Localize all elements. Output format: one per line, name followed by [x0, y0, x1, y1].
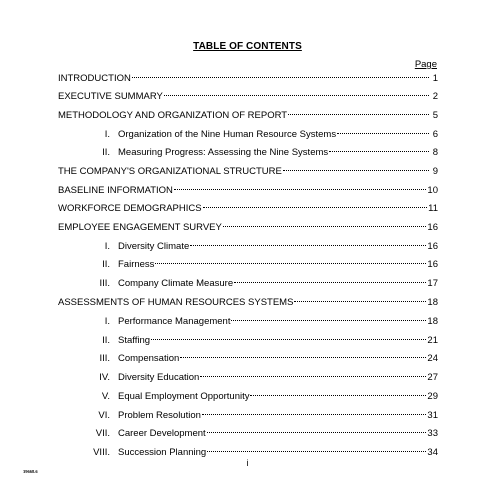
dot-leader [207, 450, 426, 452]
toc-entry-label: Staffing [118, 335, 151, 346]
dot-leader [250, 394, 426, 396]
toc-entry-number: VII. [95, 428, 110, 439]
toc-entry-label: Compensation [118, 353, 180, 364]
toc-entry-page: 16 [427, 222, 438, 233]
toc-entry [82, 353, 438, 364]
toc-entry [58, 91, 438, 102]
toc-entry-label: Fairness [118, 259, 155, 270]
toc-entry-label: Measuring Progress: Assessing the Nine Systems [118, 147, 329, 158]
toc-entry-number: VIII. [93, 447, 110, 458]
dot-leader [231, 319, 426, 321]
toc-entry [82, 335, 438, 346]
dot-leader [180, 356, 426, 358]
toc-entry-number: V. [101, 391, 110, 402]
toc-entry [58, 73, 438, 84]
toc-entry-number: II. [102, 259, 110, 270]
toc-entry-page: 18 [427, 297, 438, 308]
toc-entry [58, 222, 438, 233]
toc-entry-label: METHODOLOGY AND ORGANIZATION OF REPORT [58, 110, 288, 121]
dot-leader [132, 76, 429, 78]
toc-entry [82, 410, 438, 421]
toc-entry-number: I. [104, 129, 110, 140]
toc-entry-page: 16 [427, 259, 438, 270]
toc-entry-number: I. [104, 241, 110, 252]
dot-leader [203, 206, 428, 208]
dot-leader [155, 262, 426, 264]
toc-entry-number: III. [99, 278, 110, 289]
toc-entry [82, 147, 438, 158]
document-id: 39668.6 [23, 469, 38, 474]
page-column-label: Page [414, 59, 437, 70]
toc-entry-label: Succession Planning [118, 447, 207, 458]
toc-entry-label: ASSESSMENTS OF HUMAN RESOURCES SYSTEMS [58, 297, 294, 308]
dot-leader [200, 375, 426, 377]
toc-entry-label: Diversity Education [118, 372, 200, 383]
dot-leader [337, 132, 429, 134]
dot-leader [207, 431, 427, 433]
toc-title: TABLE OF CONTENTS [193, 41, 302, 52]
toc-entry-label: Organization of the Nine Human Resource Systems [118, 129, 337, 140]
toc-entry [58, 185, 438, 196]
toc-entry-page: 17 [427, 278, 438, 289]
dot-leader [202, 413, 427, 415]
toc-entry [82, 428, 438, 439]
toc-entry-number: VI. [98, 410, 110, 421]
toc-entry-number: III. [99, 353, 110, 364]
toc-entry-label: BASELINE INFORMATION [58, 185, 173, 196]
toc-entry-number: I. [104, 316, 110, 327]
toc-entry [82, 241, 438, 252]
toc-entry [82, 129, 438, 140]
dot-leader [283, 169, 429, 171]
toc-entry-label: Company Climate Measure [118, 278, 234, 289]
dot-leader [329, 150, 429, 152]
dot-leader [294, 300, 426, 302]
toc-entry-page: 18 [427, 316, 438, 327]
toc-entry [82, 259, 438, 270]
toc-entry-label: Career Development [118, 428, 206, 439]
toc-entry [58, 110, 438, 121]
dot-leader [174, 188, 427, 190]
toc-entry-label: Problem Resolution [118, 410, 201, 421]
dot-leader [151, 338, 426, 340]
toc-entry-label: Diversity Climate [118, 241, 190, 252]
toc-entry-page: 5 [432, 110, 438, 121]
toc-entry-label: THE COMPANY'S ORGANIZATIONAL STRUCTURE [58, 166, 282, 177]
toc-entry-page: 6 [432, 129, 438, 140]
dot-leader [223, 225, 427, 227]
toc-entry-label: Performance Management [118, 316, 231, 327]
toc-entry-page: 11 [428, 203, 438, 214]
toc-entry-page: 27 [427, 372, 438, 383]
dot-leader [190, 244, 426, 246]
toc-entry-number: IV. [99, 372, 110, 383]
toc-entry-page: 16 [427, 241, 438, 252]
toc-entry-page: 29 [427, 391, 438, 402]
toc-entry [82, 316, 438, 327]
toc-entry [82, 372, 438, 383]
toc-entry-number: II. [102, 147, 110, 158]
dot-leader [234, 281, 426, 283]
toc-entry-page: 8 [432, 147, 438, 158]
toc-entry-label: EXECUTIVE SUMMARY [58, 91, 163, 102]
toc-entry-page: 2 [432, 91, 438, 102]
toc-entry [58, 166, 438, 177]
toc-entry-page: 21 [427, 335, 438, 346]
toc-entry-label: WORKFORCE DEMOGRAPHICS [58, 203, 202, 214]
toc-entry [82, 391, 438, 402]
toc-entry-label: Equal Employment Opportunity [118, 391, 250, 402]
toc-entry-page: 24 [427, 353, 438, 364]
toc-entry [82, 447, 438, 458]
toc-entry-page: 31 [427, 410, 438, 421]
dot-leader [164, 94, 429, 96]
toc-entry-page: 10 [427, 185, 438, 196]
toc-entry [82, 278, 438, 289]
toc-entry-page: 1 [432, 73, 438, 84]
toc-entry-page: 34 [427, 447, 438, 458]
toc-entry [58, 297, 438, 308]
toc-entry-label: EMPLOYEE ENGAGEMENT SURVEY [58, 222, 222, 233]
toc-entry-label: INTRODUCTION [58, 73, 131, 84]
dot-leader [288, 113, 429, 115]
toc-entry-page: 33 [427, 428, 438, 439]
toc-entry-number: II. [102, 335, 110, 346]
page-number: i [246, 458, 249, 468]
toc-entry-page: 9 [432, 166, 438, 177]
toc-entry [58, 203, 438, 214]
